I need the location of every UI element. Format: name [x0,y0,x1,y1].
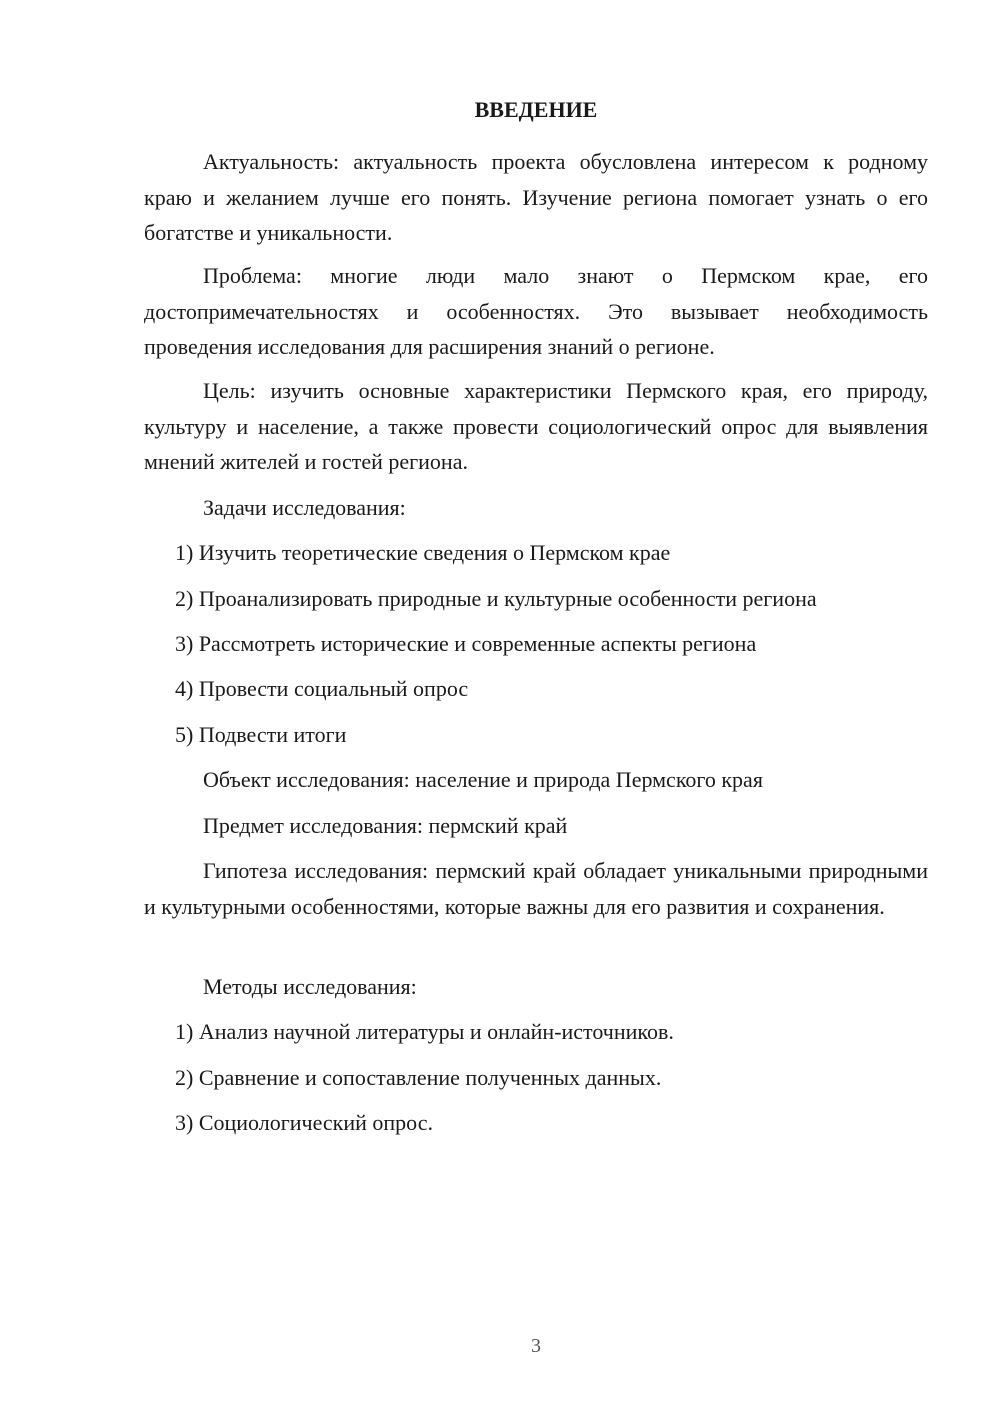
method-item: 3) Социологический опрос. [175,1110,433,1135]
task-item: 2) Проанализировать природные и культурные особенности региона [175,586,817,611]
research-subject: Предмет исследования: пермский край [203,813,568,838]
method-item: 2) Сравнение и сопоставление полученных данных. [175,1065,662,1090]
task-item: 3) Рассмотреть исторические и современные аспекты региона [175,631,757,656]
goal-paragraph: Цель: изучить основные характеристики Пермского края, его природу, культуру и население, а также провести социологический опрос для выявления мнений жителей и гостей региона. [144,378,928,474]
relevance-paragraph: Актуальность: актуальность проекта обусловлена интересом к родному краю и желанием лучше его понять. Изучение региона помогает узнать о его богатстве и уникальности. [144,149,928,245]
page-number: 3 [531,1335,541,1357]
methods-title: Методы исследования: [203,974,417,999]
research-object: Объект исследования: население и природа Пермского края [203,767,763,792]
problem-paragraph: Проблема: многие люди мало знают о Пермском крае, его достопримечательностях и особенностях. Это вызывает необходимость проведения исследования для расширения знаний о регионе. [144,263,928,359]
task-item: 4) Провести социальный опрос [175,676,469,701]
section-heading: ВВЕДЕНИЕ [474,97,598,122]
method-item: 1) Анализ научной литературы и онлайн-источников. [175,1019,674,1044]
tasks-title: Задачи исследования: [203,495,406,520]
task-item: 5) Подвести итоги [175,722,347,747]
task-item: 1) Изучить теоретические сведения о Пермском крае [175,540,671,565]
hypothesis-paragraph: Гипотеза исследования: пермский край обладает уникальными природными и культурными особенностями, которые важны для его развития и сохранения. [144,858,928,919]
